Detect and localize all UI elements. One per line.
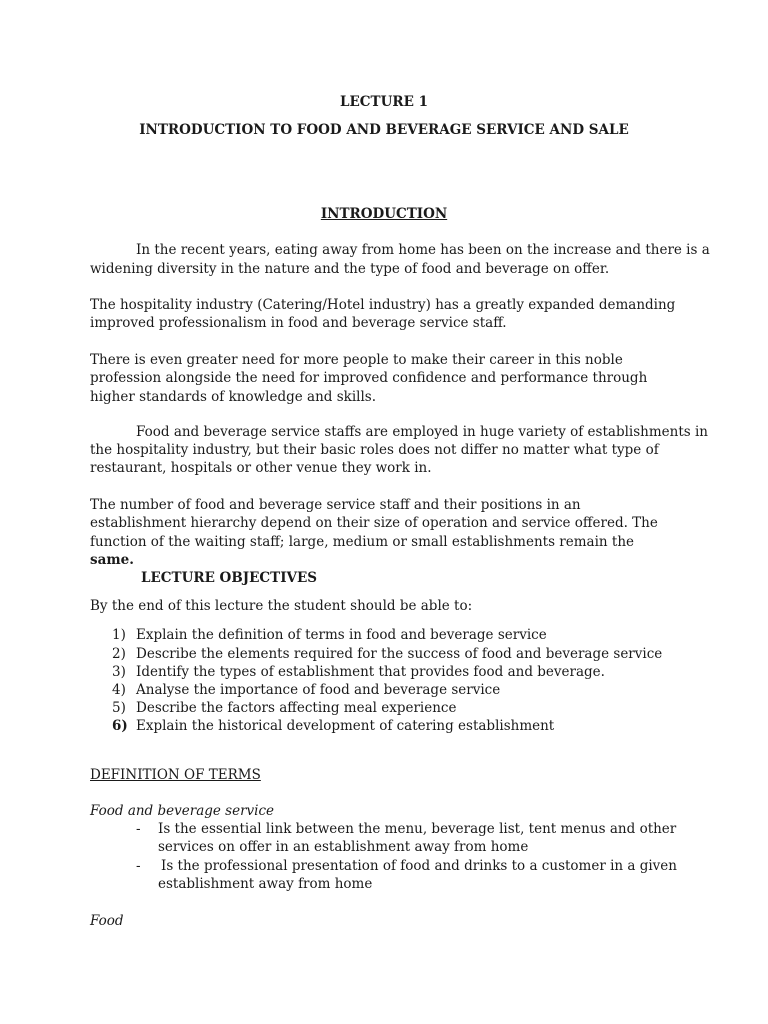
lecture-number: LECTURE 1: [340, 94, 428, 110]
paragraph-5-text: The number of food and beverage service staff and their positions in an establishment hierarchy depend on their size of operation and service offered. The function of the waiting staff; large, medium or small establishments remain the: [90, 497, 658, 550]
paragraph-4-rest: the hospitality industry, but their basic roles does not differ no matter what type of restaurant, hospitals or other venue they work in.: [90, 442, 659, 477]
definition-point: Is the essential link between the menu, beverage list, tent menus and other services on offer in an establishment away from home: [158, 821, 677, 856]
paragraph-1-line-1: In the recent years, eating away from home has been on the increase and there is a: [136, 242, 710, 258]
list-item: Describe the factors affecting meal experience: [136, 700, 457, 716]
list-item: Describe the elements required for the success of food and beverage service: [136, 646, 663, 662]
list-item: Explain the historical development of catering establishment: [136, 718, 555, 734]
paragraph-5-bold: same.: [90, 551, 134, 568]
term-food: Food: [90, 913, 124, 929]
list-item-number: 2): [112, 646, 126, 662]
objectives-intro: By the end of this lecture the student should be able to:: [90, 598, 473, 614]
paragraph-3: There is even greater need for more people to make their career in this noble profession alongside the need for improved confidence and performance through higher standards of knowledge and skills.: [90, 352, 648, 405]
paragraph-2: The hospitality industry (Catering/Hotel industry) has a greatly expanded demanding improved professionalism in food and beverage service staff.: [90, 297, 676, 332]
definitions-heading: DEFINITION OF TERMS: [90, 767, 261, 783]
list-item-number: 5): [112, 700, 126, 716]
introduction-heading: INTRODUCTION: [320, 206, 448, 222]
term-food-and-beverage-service: Food and beverage service: [90, 803, 275, 819]
paragraph-1-line-2: widening diversity in the nature and the type of food and beverage on offer.: [90, 261, 610, 277]
bullet-dash: -: [136, 821, 141, 837]
list-item-number: 3): [112, 664, 126, 680]
lecture-title: INTRODUCTION TO FOOD AND BEVERAGE SERVICE AND SALE: [139, 122, 629, 138]
bullet-dash: -: [136, 858, 141, 874]
paragraph-5: [90, 496, 680, 569]
list-item-number: 1): [112, 627, 126, 643]
objectives-heading: LECTURE OBJECTIVES: [141, 570, 318, 586]
list-item: Analyse the importance of food and beverage service: [136, 682, 501, 698]
list-item: Identify the types of establishment that provides food and beverage.: [136, 664, 605, 680]
list-item: Explain the definition of terms in food and beverage service: [136, 627, 547, 643]
list-item-number: 6): [112, 718, 128, 734]
paragraph-4-line-1: Food and beverage service staffs are employed in huge variety of establishments in: [136, 424, 708, 440]
definition-point: Is the professional presentation of food and drinks to a customer in a given establishment away from home: [158, 858, 677, 893]
list-item-number: 4): [112, 682, 126, 698]
